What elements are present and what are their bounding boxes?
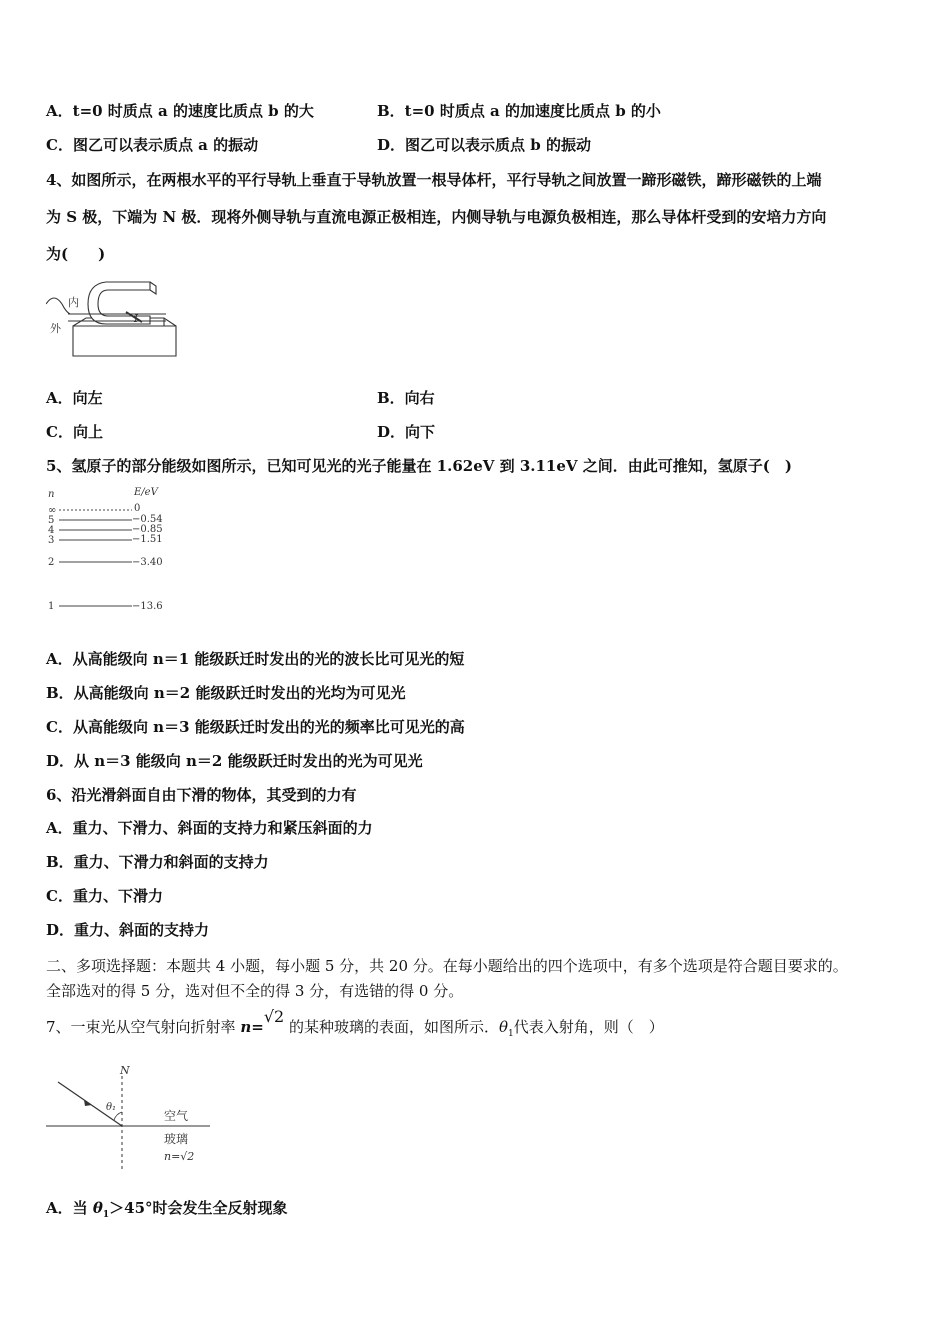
q7-stem-part-b: 的某种玻璃的表面，如图所示． <box>284 1018 499 1036</box>
q7-stem-sqrt2: √2 <box>263 1007 285 1026</box>
q7-label-air: 空气 <box>164 1109 189 1123</box>
q4-stem-line3: 为( ) <box>46 245 106 263</box>
q7-stem <box>46 1007 664 1044</box>
q7-angle-arc <box>114 1112 122 1120</box>
q4-stem-line1: 4、如图所示，在两根水平的平行导轨上垂直于导轨放置一根导体杆，平行导轨之间放置一蹄形磁铁，蹄形磁铁的上端 <box>46 171 822 189</box>
q7-refraction-figure <box>46 1062 216 1172</box>
q5-level-4-e: −0.85 <box>132 524 163 535</box>
section2-heading-line1: 二、多项选择题：本题共 4 小题，每小题 5 分，共 20 分。在每小题给出的四个选项中，有多个选项是符合题目要求的。 <box>46 957 848 975</box>
q4-magnet-figure <box>46 278 181 360</box>
q7-option-a-part-b: ＞45°时会发生全反射现象 <box>109 1199 288 1217</box>
q5-option-b: B．从高能级向 n＝2 能级跃迁时发出的光均为可见光 <box>46 684 406 702</box>
q5-level-5-e: −0.54 <box>132 514 163 525</box>
q6-option-d: D．重力、斜面的支持力 <box>46 921 210 939</box>
q7-stem-theta: θ <box>498 1018 508 1036</box>
q5-option-a: A．从高能级向 n＝1 能级跃迁时发出的光的波长比可见光的短 <box>46 650 465 668</box>
q5-level-2-e: −3.40 <box>132 557 163 568</box>
q7-label-glass: 玻璃 <box>164 1132 189 1146</box>
q5-level-5-n: 5 <box>48 515 55 526</box>
q5-level-3-e: −1.51 <box>132 534 163 545</box>
q7-stem-n: n= <box>240 1018 264 1036</box>
q5-level-inf-n: ∞ <box>48 505 57 516</box>
q4-horseshoe-magnet <box>88 282 150 324</box>
q4-option-b: B．向右 <box>377 389 435 407</box>
q7-option-a <box>46 1198 288 1225</box>
q5-stem: 5、氢原子的部分能级如图所示，已知可见光的光子能量在 1.62eV 到 3.11eV 之间．由此可推知，氢原子( ) <box>46 457 792 475</box>
q6-stem: 6、沿光滑斜面自由下滑的物体，其受到的力有 <box>46 786 357 804</box>
q4-option-c: C．向上 <box>46 423 103 441</box>
q3-option-b: B．t=0 时质点 a 的加速度比质点 b 的小 <box>377 102 661 120</box>
q4-option-d: D．向下 <box>377 423 436 441</box>
q5-level-1-e: −13.6 <box>132 601 163 612</box>
q4-stem-line2: 为 S 极，下端为 N 极．现将外侧导轨与直流电源正极相连，内侧导轨与电源负极相连，那么导体杆受到的安培力方向 <box>46 208 827 226</box>
q7-label-N: N <box>120 1064 130 1077</box>
section2-heading-line2: 全部选对的得 5 分，选对但不全的得 3 分，有选错的得 0 分。 <box>46 982 464 1000</box>
q7-option-a-theta-sub: 1 <box>102 1210 110 1220</box>
q5-level-3-n: 3 <box>48 535 55 546</box>
q5-level-inf-e: 0 <box>134 503 141 514</box>
q6-option-a: A．重力、下滑力、斜面的支持力和紧压斜面的力 <box>46 819 373 837</box>
q7-stem-part-a: 7、一束光从空气射向折射率 <box>46 1018 241 1036</box>
q5-option-d: D．从 n＝3 能级向 n＝2 能级跃迁时发出的光为可见光 <box>46 752 423 770</box>
q5-level-4-n: 4 <box>48 525 55 536</box>
q5-option-c: C．从高能级向 n＝3 能级跃迁时发出的光的频率比可见光的高 <box>46 718 465 736</box>
q5-energy-level-diagram <box>46 484 176 614</box>
q6-option-c: C．重力、下滑力 <box>46 887 163 905</box>
q5-level-2-n: 2 <box>48 557 55 568</box>
q3-option-d: D．图乙可以表示质点 b 的振动 <box>377 136 591 154</box>
q7-stem-theta-sub: 1 <box>508 1029 514 1039</box>
q7-option-a-part-a: A．当 <box>46 1199 93 1217</box>
q6-option-b: B．重力、下滑力和斜面的支持力 <box>46 853 269 871</box>
q7-ray-arrow-icon <box>84 1100 92 1106</box>
q4-label-inner: 内 <box>68 296 79 309</box>
q3-option-c: C．图乙可以表示质点 a 的振动 <box>46 136 259 154</box>
q3-option-a: A．t=0 时质点 a 的速度比质点 b 的大 <box>46 102 314 120</box>
q7-label-n: n=√2 <box>164 1150 195 1163</box>
q5-axis-n-label: n <box>48 489 55 500</box>
q7-option-a-theta: θ <box>92 1199 103 1217</box>
q7-stem-part-c: 代表入射角，则（ ） <box>513 1018 664 1036</box>
q7-label-theta: θ₁ <box>106 1102 117 1113</box>
q5-level-1-n: 1 <box>48 601 55 612</box>
q4-label-outer: 外 <box>50 322 61 335</box>
q4-label-current: I <box>134 314 138 325</box>
q4-base-block <box>73 326 176 356</box>
q5-axis-e-label: E/eV <box>134 487 158 498</box>
q4-option-a: A．向左 <box>46 389 103 407</box>
